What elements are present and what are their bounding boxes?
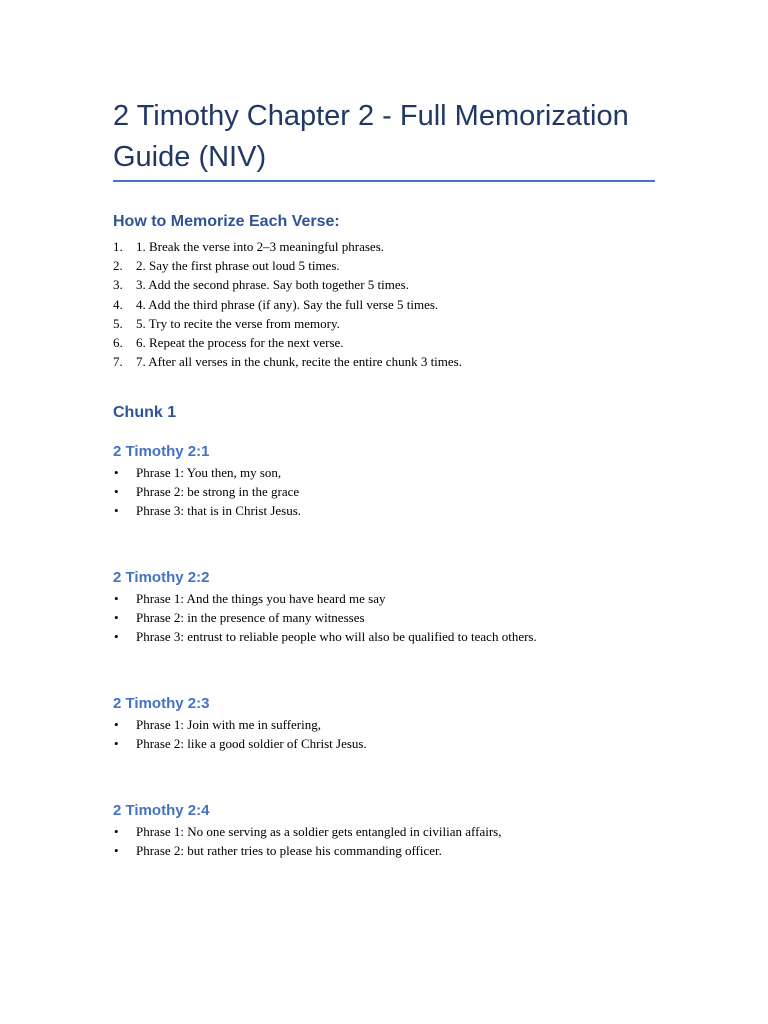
verse-section <box>113 800 655 860</box>
step-text: 1. Break the verse into 2–3 meaningful phrases. <box>136 239 385 254</box>
verse-heading: 2 Timothy 2:4 <box>113 802 210 819</box>
phrase-item <box>113 734 655 753</box>
phrase-text: Phrase 2: but rather tries to please his commanding officer. <box>136 843 442 859</box>
phrase-list <box>113 822 655 860</box>
phrase-list <box>113 463 655 521</box>
phrase-item <box>113 589 655 608</box>
step-number: 3. <box>113 277 123 293</box>
phrase-list <box>113 715 655 753</box>
phrase-item <box>113 608 655 627</box>
phrase-text: Phrase 1: You then, my son, <box>136 465 282 480</box>
bullet-icon: • <box>114 736 119 752</box>
instructions-heading: How to Memorize Each Verse: <box>113 213 340 230</box>
step-text: 6. Repeat the process for the next verse. <box>136 334 344 350</box>
phrase-item <box>113 822 655 841</box>
phrase-item <box>113 715 655 734</box>
phrase-item <box>113 463 655 482</box>
verse-heading: 2 Timothy 2:3 <box>113 695 210 712</box>
phrase-text: Phrase 2: like a good soldier of Christ Jesus. <box>136 736 367 752</box>
bullet-icon: • <box>114 629 119 645</box>
document-title: 2 Timothy Chapter 2 - Full Memorization Guide (NIV) <box>113 100 629 173</box>
phrase-item <box>113 627 655 646</box>
verse-section <box>113 567 655 647</box>
phrase-text: Phrase 2: be strong in the grace <box>136 484 300 500</box>
step-text: 4. Add the third phrase (if any). Say the full verse 5 times. <box>136 296 439 312</box>
phrase-text: Phrase 1: Join with me in suffering, <box>136 717 321 732</box>
step-text: 2. Say the first phrase out loud 5 times. <box>136 258 340 274</box>
phrase-list <box>113 589 655 647</box>
phrase-text: Phrase 1: And the things you have heard me say <box>136 591 386 606</box>
step-text: 3. Add the second phrase. Say both together 5 times. <box>136 277 409 293</box>
step-number: 5. <box>113 315 123 331</box>
bullet-icon: • <box>114 717 119 732</box>
verse-section <box>113 441 655 521</box>
phrase-item <box>113 482 655 501</box>
bullet-icon: • <box>114 824 119 839</box>
step-number: 4. <box>113 296 123 312</box>
bullet-icon: • <box>114 843 119 859</box>
step-number: 6. <box>113 334 123 350</box>
bullet-icon: • <box>114 484 119 500</box>
bullet-icon: • <box>114 465 119 480</box>
bullet-icon: • <box>114 610 119 626</box>
verse-section <box>113 693 655 753</box>
title-underline <box>113 180 655 182</box>
step-text: 7. After all verses in the chunk, recite the entire chunk 3 times. <box>136 354 462 370</box>
phrase-text: Phrase 3: that is in Christ Jesus. <box>136 503 302 519</box>
step-number: 2. <box>113 258 123 274</box>
verse-heading: 2 Timothy 2:1 <box>113 443 210 460</box>
chunk-heading: Chunk 1 <box>113 404 177 421</box>
step-number: 1. <box>113 239 123 254</box>
phrase-item <box>113 841 655 860</box>
bullet-icon: • <box>114 503 119 519</box>
step-text: 5. Try to recite the verse from memory. <box>136 315 340 331</box>
verse-heading: 2 Timothy 2:2 <box>113 569 210 586</box>
phrase-text: Phrase 3: entrust to reliable people who will also be qualified to teach others. <box>136 629 537 645</box>
phrase-text: Phrase 2: in the presence of many witnesses <box>136 610 365 626</box>
phrase-item <box>113 501 655 520</box>
phrase-text: Phrase 1: No one serving as a soldier gets entangled in civilian affairs, <box>136 824 502 839</box>
bullet-icon: • <box>114 591 119 606</box>
step-number: 7. <box>113 354 123 370</box>
